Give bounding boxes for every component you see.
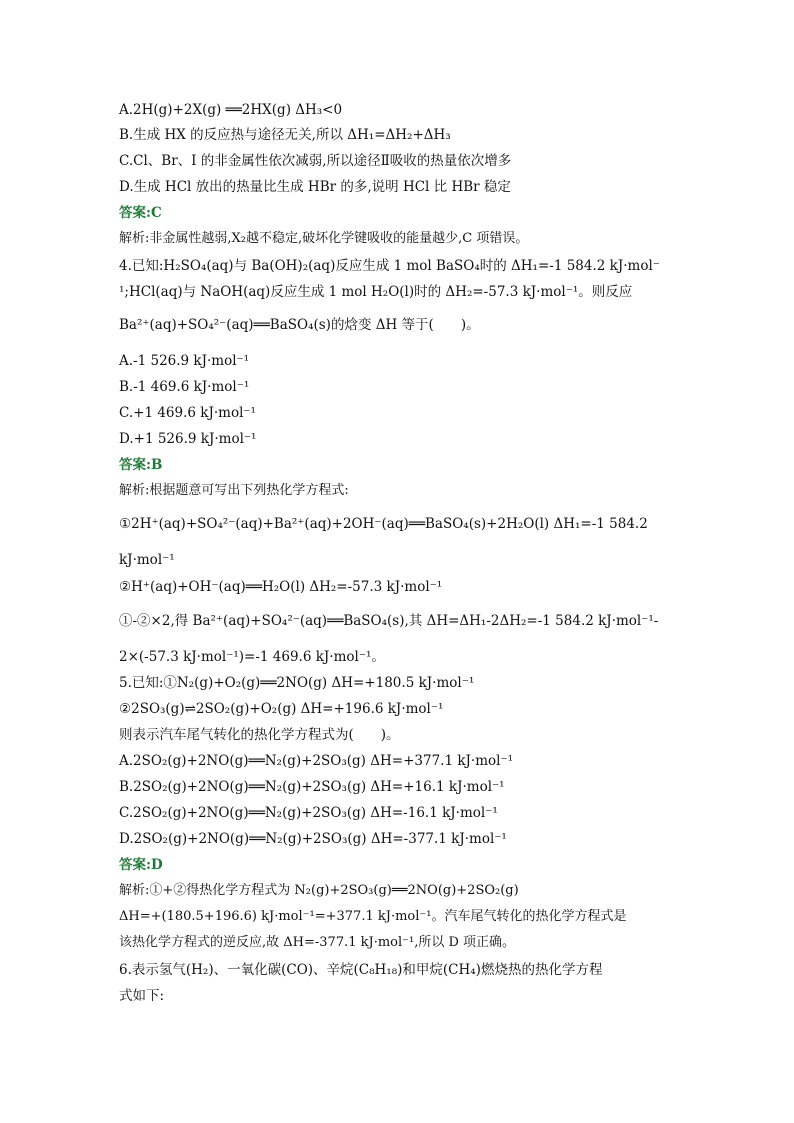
option-a-line: A.2H(g)+2X(g) ══2HX(g) ΔH₃<0 <box>119 102 343 118</box>
equation-line: ②H⁺(aq)+OH⁻(aq)══H₂O(l) ΔH₂=-57.3 kJ·mol⁻¹ <box>119 579 443 595</box>
equation-line: ①2H⁺(aq)+SO₄²⁻(aq)+Ba²⁺(aq)+2OH⁻(aq)══BaSO₄(s)+2H₂O(l) ΔH₁=-1 584.2 <box>119 516 648 532</box>
answer-line: 答案:D <box>119 857 163 873</box>
option-b-line: B.-1 469.6 kJ·mol⁻¹ <box>119 379 250 395</box>
option-d-line: D.生成 HCl 放出的热量比生成 HBr 的多,说明 HCl 比 HBr 稳定 <box>119 179 511 195</box>
explanation-line: 该热化学方程式的逆反应,故 ΔH=-377.1 kJ·mol⁻¹,所以 D 项正确。 <box>119 935 516 950</box>
explanation-line: 解析:根据题意可写出下列热化学方程式: <box>119 483 349 498</box>
option-b-line: B.生成 HX 的反应热与途径无关,所以 ΔH₁=ΔH₂+ΔH₃ <box>119 127 451 143</box>
option-c-line: C.+1 469.6 kJ·mol⁻¹ <box>119 405 256 421</box>
question-5-line: 5.已知:①N₂(g)+O₂(g)══2NO(g) ΔH=+180.5 kJ·mol⁻¹ <box>119 675 475 691</box>
option-c-line: C.Cl、Br、I 的非金属性依次减弱,所以途径Ⅱ吸收的热量依次增多 <box>119 153 512 169</box>
option-b-line: B.2SO₂(g)+2NO(g)══N₂(g)+2SO₃(g) ΔH=+16.1 kJ·mol⁻¹ <box>119 779 505 795</box>
answer-line: 答案:B <box>119 457 163 473</box>
calculation-line: ①-②×2,得 Ba²⁺(aq)+SO₄²⁻(aq)══BaSO₄(s),其 ΔH=ΔH₁-2ΔH₂=-1 584.2 kJ·mol⁻¹- <box>119 613 659 629</box>
answer-line: 答案:C <box>119 205 162 221</box>
calculation-line: 2×(-57.3 kJ·mol⁻¹)=-1 469.6 kJ·mol⁻¹。 <box>119 649 385 665</box>
option-d-line: D.2SO₂(g)+2NO(g)══N₂(g)+2SO₃(g) ΔH=-377.1 kJ·mol⁻¹ <box>119 831 507 847</box>
explanation-line: 解析:①+②得热化学方程式为 N₂(g)+2SO₃(g)══2NO(g)+2SO₂(g) <box>119 883 519 898</box>
question-6-line: 6.表示氢气(H₂)、一氧化碳(CO)、辛烷(C₈H₁₈)和甲烷(CH₄)燃烧热的热化学方程 <box>119 962 603 978</box>
question-5-line: 则表示汽车尾气转化的热化学方程式为( )。 <box>119 727 400 743</box>
question-6-line: 式如下: <box>119 988 165 1004</box>
explanation-line: 解析:非金属性越弱,X₂越不稳定,破坏化学键吸收的能量越少,C 项错误。 <box>119 231 529 246</box>
question-5-line: ②2SO₃(g)⇌2SO₂(g)+O₂(g) ΔH=+196.6 kJ·mol⁻¹ <box>119 701 444 717</box>
option-d-line: D.+1 526.9 kJ·mol⁻¹ <box>119 431 257 447</box>
option-a-line: A.2SO₂(g)+2NO(g)══N₂(g)+2SO₃(g) ΔH=+377.1 kJ·mol⁻¹ <box>119 753 513 769</box>
question-4-line: 4.已知:H₂SO₄(aq)与 Ba(OH)₂(aq)反应生成 1 mol BaSO₄时的 ΔH₁=-1 584.2 kJ·mol⁻ <box>119 258 660 274</box>
explanation-line: ΔH=+(180.5+196.6) kJ·mol⁻¹=+377.1 kJ·mol⁻¹。汽车尾气转化的热化学方程式是 <box>119 909 627 924</box>
equation-line: kJ·mol⁻¹ <box>119 552 175 568</box>
option-a-line: A.-1 526.9 kJ·mol⁻¹ <box>119 353 250 369</box>
question-4-line: Ba²⁺(aq)+SO₄²⁻(aq)══BaSO₄(s)的焓变 ΔH 等于( )。 <box>119 317 480 333</box>
option-c-line: C.2SO₂(g)+2NO(g)══N₂(g)+2SO₃(g) ΔH=-16.1 kJ·mol⁻¹ <box>119 805 498 821</box>
question-4-line: ¹;HCl(aq)与 NaOH(aq)反应生成 1 mol H₂O(l)时的 ΔH₂=-57.3 kJ·mol⁻¹。则反应 <box>119 284 633 300</box>
